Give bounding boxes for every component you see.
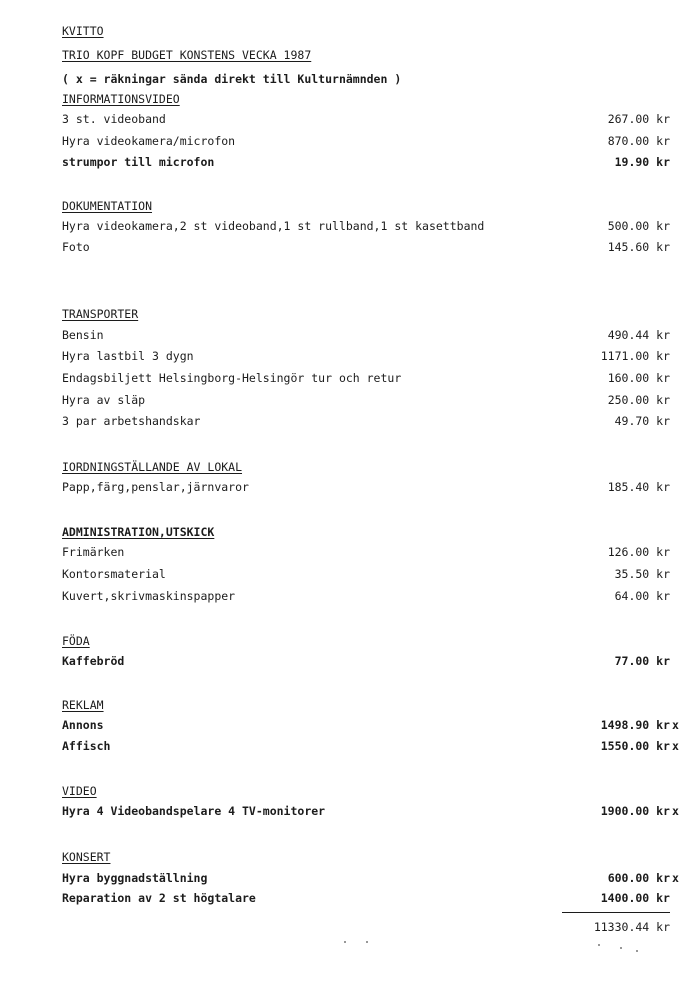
scan-speck <box>598 944 600 946</box>
section-heading: IORDNINGSTÄLLANDE AV LOKAL <box>62 460 243 474</box>
item-amount: 49.70 kr <box>614 414 670 428</box>
line-item <box>62 112 700 126</box>
line-item <box>62 654 700 668</box>
item-description: Kontorsmaterial <box>62 567 166 581</box>
item-description: Papp,färg,penslar,järnvaror <box>62 480 249 494</box>
total-amount: 11330.44 kr <box>593 920 670 934</box>
item-description: strumpor till microfon <box>62 155 215 169</box>
item-amount: 500.00 kr <box>607 219 670 233</box>
item-amount: 1900.00 kr <box>600 804 670 818</box>
item-amount: 1550.00 kr <box>600 739 670 753</box>
line-item <box>62 545 700 559</box>
item-amount: 145.60 kr <box>607 240 670 254</box>
line-item <box>62 891 700 905</box>
section-heading: DOKUMENTATION <box>62 199 153 213</box>
line-item <box>62 240 700 254</box>
line-item <box>62 871 700 885</box>
item-description: Kuvert,skrivmaskinspapper <box>62 589 236 603</box>
item-description: Hyra byggnadställning <box>62 871 208 885</box>
item-amount: 35.50 kr <box>614 567 670 581</box>
item-description: Endagsbiljett Helsingborg-Helsingör tur och retur <box>62 371 402 385</box>
direct-invoice-mark: x <box>672 871 679 885</box>
item-amount: 185.40 kr <box>607 480 670 494</box>
line-item <box>62 371 700 385</box>
total-rule <box>562 912 670 913</box>
item-description: Hyra videokamera,2 st videoband,1 st rullband,1 st kasettband <box>62 219 485 233</box>
line-item <box>62 393 700 407</box>
line-item <box>62 414 700 428</box>
item-amount: 1171.00 kr <box>600 349 670 363</box>
section-heading: TRANSPORTER <box>62 307 139 321</box>
item-amount: 600.00 kr <box>607 871 670 885</box>
item-description: 3 par arbetshandskar <box>62 414 201 428</box>
line-item <box>62 567 700 581</box>
line-item <box>62 804 700 818</box>
item-description: Hyra lastbil 3 dygn <box>62 349 194 363</box>
line-item <box>62 349 700 363</box>
item-amount: 19.90 kr <box>614 155 670 169</box>
item-description: Reparation av 2 st högtalare <box>62 891 256 905</box>
scan-speck <box>620 947 622 949</box>
item-amount: 64.00 kr <box>614 589 670 603</box>
item-description: Foto <box>62 240 90 254</box>
section-heading: KONSERT <box>62 850 111 864</box>
item-amount: 77.00 kr <box>614 654 670 668</box>
item-amount: 160.00 kr <box>607 371 670 385</box>
line-item <box>62 718 700 732</box>
direct-invoice-mark: x <box>672 718 679 732</box>
item-amount: 267.00 kr <box>607 112 670 126</box>
direct-invoice-mark: x <box>672 804 679 818</box>
document-subtitle: TRIO KOPF BUDGET KONSTENS VECKA 1987 <box>62 48 312 62</box>
section-heading: VIDEO <box>62 784 97 798</box>
item-amount: 250.00 kr <box>607 393 670 407</box>
item-amount: 126.00 kr <box>607 545 670 559</box>
line-item <box>62 589 700 603</box>
section-heading: INFORMATIONSVIDEO <box>62 92 180 106</box>
section-heading: FÖDA <box>62 634 90 648</box>
item-description: Hyra av släp <box>62 393 146 407</box>
line-item <box>62 134 700 148</box>
scan-speck <box>366 941 368 943</box>
document-title: KVITTO <box>62 24 104 38</box>
item-description: Hyra videokamera/microfon <box>62 134 236 148</box>
direct-invoice-mark: x <box>672 739 679 753</box>
line-item <box>62 219 700 233</box>
total-row <box>62 920 700 934</box>
item-description: Frimärken <box>62 545 125 559</box>
section-heading: ADMINISTRATION,UTSKICK <box>62 525 215 539</box>
item-description: Affisch <box>62 739 111 753</box>
line-item <box>62 480 700 494</box>
scan-speck <box>344 941 346 943</box>
item-amount: 1498.90 kr <box>600 718 670 732</box>
line-item <box>62 155 700 169</box>
item-description: Annons <box>62 718 104 732</box>
scan-speck <box>636 950 638 952</box>
item-description: Kaffebröd <box>62 654 125 668</box>
line-item <box>62 328 700 342</box>
item-amount: 870.00 kr <box>607 134 670 148</box>
item-description: 3 st. videoband <box>62 112 166 126</box>
item-amount: 490.44 kr <box>607 328 670 342</box>
line-item <box>62 739 700 753</box>
item-description: Bensin <box>62 328 104 342</box>
section-heading: REKLAM <box>62 698 104 712</box>
item-description: Hyra 4 Videobandspelare 4 TV-monitorer <box>62 804 326 818</box>
item-amount: 1400.00 kr <box>600 891 670 905</box>
document-note: ( x = räkningar sända direkt till Kulturnämnden ) <box>62 72 402 86</box>
